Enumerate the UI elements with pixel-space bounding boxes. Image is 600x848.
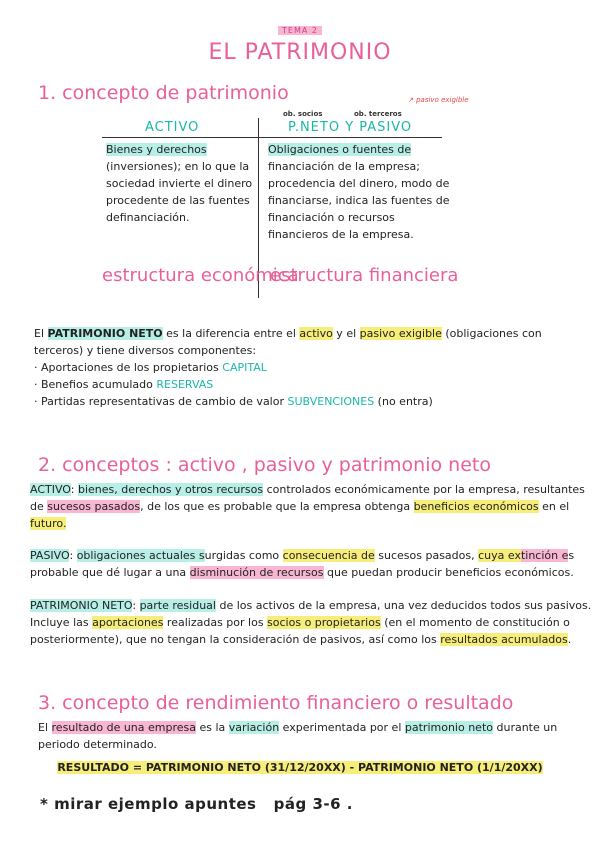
term-variacion: variación [228, 721, 280, 734]
pn-definition [30, 597, 592, 648]
term-aportaciones: aportaciones [92, 616, 164, 629]
term-resultados-acumulados: resultados acumulados [440, 633, 568, 646]
activo-definition [30, 481, 585, 532]
text: que puedan producir beneficios económicos. [323, 566, 574, 579]
text: realizadas por los [163, 616, 268, 629]
resultado-line [38, 719, 578, 736]
activo-line [106, 141, 256, 158]
text: Incluye las [30, 616, 93, 629]
term-reservas: RESERVAS [156, 378, 214, 391]
activo-line: definanciación. [106, 211, 190, 224]
term-capital: CAPITAL [222, 361, 267, 374]
term-activo: activo [299, 327, 333, 340]
resultado-definition [38, 719, 578, 753]
arrow-icon: ↗ [408, 96, 417, 104]
pneto-line: financiación o recursos [268, 211, 395, 224]
term-patrimonio-neto: PATRIMONIO NETO [30, 599, 133, 612]
text: (en el momento de constitución o [380, 616, 570, 629]
text: es la diferencia entre el [162, 327, 300, 340]
annotation-exigible-text: pasivo exigible [416, 96, 469, 104]
term-futuro: futuro. [30, 517, 67, 530]
text: de los activos de la empresa, una vez deducidos todos sus pasivos. [215, 599, 592, 612]
annotation-socios: ob. socios [283, 110, 323, 118]
text: s [568, 549, 575, 562]
term-extincion: tinción e [520, 549, 569, 562]
activo-line: procedente de las fuentes [106, 194, 250, 207]
pn-line: terceros) y tiene diversos componentes: [34, 344, 257, 357]
formula [0, 761, 600, 774]
handwritten-note: * mirar ejemplo apuntes pág 3-6 . [40, 795, 353, 813]
term-sucesos-pasados: sucesos pasados [47, 500, 141, 513]
text: de [30, 500, 48, 513]
term-parte-residual: parte residual [139, 599, 216, 612]
term-activo: ACTIVO [30, 483, 71, 496]
term-resultado: resultado de una empresa [51, 721, 196, 734]
term-beneficios: beneficios económicos [413, 500, 539, 513]
text: probable que dé lugar a una [30, 566, 190, 579]
text: · Benefios acumulado [34, 378, 157, 391]
text: : [69, 549, 77, 562]
pneto-line-text: Obligaciones o fuentes de [268, 143, 412, 156]
section-1-heading: 1. concepto de patrimonio [38, 82, 289, 104]
pneto-line: procedencia del dinero, modo de [268, 177, 450, 190]
term-patrimonio-neto: patrimonio neto [404, 721, 493, 734]
activo-line: sociedad invierte el dinero [106, 177, 253, 190]
pn-bullet [34, 393, 574, 410]
text: (no entra) [374, 395, 433, 408]
table-horizontal-divider [102, 137, 442, 138]
activo-def-line [30, 515, 575, 532]
pneto-line: financiarse, indica las fuentes de [268, 194, 450, 207]
annotation-terceros: ob. terceros [354, 110, 402, 118]
page-title: EL PATRIMONIO [208, 40, 392, 65]
text: y el [332, 327, 360, 340]
text: · Partidas representativas de cambio de valor [34, 395, 288, 408]
structure-financial: estructura financiera [270, 265, 459, 286]
pneto-line: financieros de la empresa. [268, 228, 414, 241]
term-obligaciones-actuales: obligaciones actuales s [76, 549, 205, 562]
text: en el [538, 500, 570, 513]
pn-def-line [30, 631, 575, 648]
activo-line-text: Bienes y derechos [106, 143, 207, 156]
resultado-line: periodo determinado. [38, 738, 157, 751]
structure-economic: estructura económica [102, 265, 299, 286]
text: posteriormente), que no tengan la consideración de pasivos, así como los [30, 633, 441, 646]
term-disminucion-recursos: disminución de recursos [189, 566, 324, 579]
text: El [38, 721, 52, 734]
term-socios: socios o propietarios [267, 616, 381, 629]
section-3-heading: 3. concepto de rendimiento financiero o resultado [38, 692, 514, 714]
annotation-exigible [408, 96, 469, 104]
text: experimentada por el [279, 721, 405, 734]
activo-def-line [30, 498, 575, 515]
pn-bullet [34, 359, 574, 376]
term-pasivo: PASIVO [30, 549, 70, 562]
term-bienes-derechos: bienes, derechos y otros recursos [77, 483, 264, 496]
pasivo-definition [30, 547, 575, 581]
text: : [70, 483, 78, 496]
pn-line [34, 325, 574, 342]
text: sucesos pasados, [374, 549, 479, 562]
text-highlight: cuya ex [478, 549, 521, 562]
pn-def-line [30, 597, 592, 614]
topic-label [0, 26, 600, 35]
term-subvenciones: SUBVENCIONES [287, 395, 375, 408]
text: · Aportaciones de los propietarios [34, 361, 223, 374]
term-patrimonio-neto: PATRIMONIO NETO [47, 327, 163, 340]
column-header-activo: ACTIVO [145, 120, 200, 135]
term-pasivo-exigible: pasivo exigible [359, 327, 442, 340]
text: . [567, 633, 572, 646]
text: urgidas como [204, 549, 283, 562]
pn-def-line [30, 614, 575, 631]
pneto-line [268, 141, 458, 158]
pneto-description [268, 141, 458, 243]
term-consecuencia: consecuencia de [282, 549, 375, 562]
pasivo-def-line [30, 547, 575, 564]
column-header-pneto: P.NETO Y PASIVO [288, 120, 413, 135]
activo-description [106, 141, 256, 226]
text: es la [196, 721, 229, 734]
patrimonio-neto-definition [34, 325, 574, 410]
pasivo-def-line [30, 564, 575, 581]
text: durante un [493, 721, 558, 734]
text: El [34, 327, 48, 340]
activo-line: (inversiones); en lo que la [106, 160, 250, 173]
text: : [132, 599, 140, 612]
activo-def-line [30, 481, 585, 498]
text: (obligaciones con [441, 327, 542, 340]
text: , de los que es probable que la empresa obtenga [140, 500, 414, 513]
pn-bullet [34, 376, 574, 393]
text: controlados económicamente por la empresa, resultantes [263, 483, 585, 496]
formula-text: RESULTADO = PATRIMONIO NETO (31/12/20XX) - PATRIMONIO NETO (1/1/20XX) [57, 761, 543, 774]
pneto-line: financiación de la empresa; [268, 160, 420, 173]
section-2-heading: 2. conceptos : activo , pasivo y patrimonio neto [38, 454, 491, 476]
topic-label-text: TEMA 2 [278, 26, 322, 35]
